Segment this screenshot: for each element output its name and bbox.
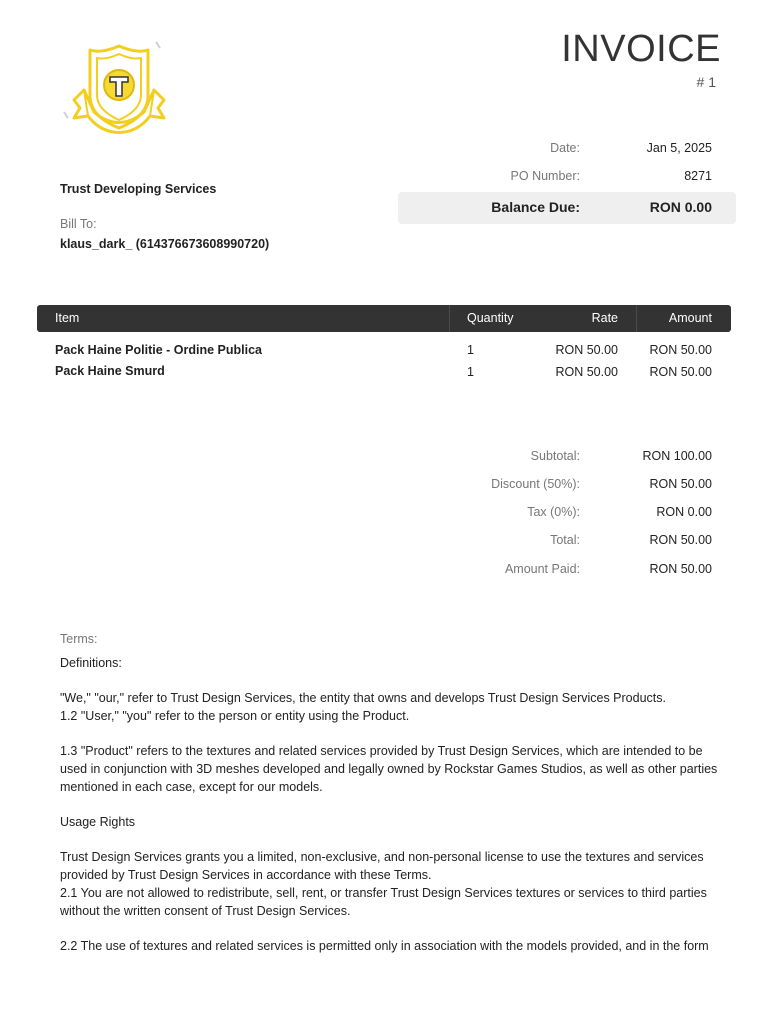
invoice-number: # 1 xyxy=(696,74,716,90)
tax-value: RON 0.00 xyxy=(656,505,712,519)
date-label: Date: xyxy=(550,141,580,155)
amount-paid-label: Amount Paid: xyxy=(504,562,580,576)
invoice-title: INVOICE xyxy=(561,28,721,70)
bill-to-value: klaus_dark_ (614376673608990720) xyxy=(60,237,270,251)
terms-paragraph: 1.3 "Product" refers to the textures and related services provided by Trust Design Services, which are intended to be used in conjunction with 3D meshes developed and legally owned by Rockstar Games Studios, as well as other parties mentioned in each case, except for our models. xyxy=(60,744,718,794)
terms-line: Trust Design Services grants you a limited, non-exclusive, and non-personal license to use the textures and services provided by Trust Design Services in accordance with these Terms. xyxy=(60,850,704,882)
terms-body xyxy=(60,654,720,972)
company-logo-icon xyxy=(60,38,178,148)
terms-line: "We," "our," refer to Trust Design Services, the entity that owns and develops Trust Design Services Products. xyxy=(60,691,666,705)
subtotal-label: Subtotal: xyxy=(530,449,580,463)
balance-due-value: RON 0.00 xyxy=(649,199,712,215)
terms-label: Terms: xyxy=(60,632,98,646)
po-number-label: PO Number: xyxy=(510,169,580,183)
items-table-header xyxy=(37,305,731,332)
row-rate: RON 50.00 xyxy=(555,343,618,357)
company-name: Trust Developing Services xyxy=(60,182,217,196)
row-item-name: Pack Haine Politie - Ordine Publica xyxy=(55,343,263,357)
row-rate: RON 50.00 xyxy=(555,365,618,379)
total-value: RON 50.00 xyxy=(649,533,712,547)
amount-paid-value: RON 50.00 xyxy=(649,562,712,576)
row-quantity: 1 xyxy=(467,343,474,357)
column-header-quantity: Quantity xyxy=(467,311,514,325)
discount-value: RON 50.00 xyxy=(649,477,712,491)
terms-paragraph: 2.2 The use of textures and related services is permitted only in association with the models provided, and in the form xyxy=(60,939,709,953)
terms-paragraph: Usage Rights xyxy=(60,815,136,829)
row-amount: RON 50.00 xyxy=(649,365,712,379)
tax-label: Tax (0%): xyxy=(527,505,580,519)
bill-to-label: Bill To: xyxy=(60,217,97,231)
column-header-amount: Amount xyxy=(668,311,712,325)
column-header-item: Item xyxy=(55,311,80,325)
date-value: Jan 5, 2025 xyxy=(646,141,712,155)
terms-paragraph: Definitions: xyxy=(60,656,122,670)
terms-paragraph xyxy=(60,689,720,725)
terms-line: 2.1 You are not allowed to redistribute, sell, rent, or transfer Trust Design Services textures or services to third parties without the written consent of Trust Design Services. xyxy=(60,886,707,918)
discount-label: Discount (50%): xyxy=(491,477,580,491)
po-number-value: 8271 xyxy=(684,169,712,183)
row-amount: RON 50.00 xyxy=(649,343,712,357)
subtotal-value: RON 100.00 xyxy=(642,449,712,463)
balance-due-label: Balance Due: xyxy=(491,199,580,215)
terms-paragraph xyxy=(60,848,720,920)
terms-line: 1.2 "User," "you" refer to the person or entity using the Product. xyxy=(60,709,410,723)
row-quantity: 1 xyxy=(467,365,474,379)
row-item-name: Pack Haine Smurd xyxy=(55,364,165,378)
header-divider xyxy=(449,305,450,332)
column-header-rate: Rate xyxy=(591,311,618,325)
header-divider xyxy=(636,305,637,332)
total-label: Total: xyxy=(550,533,580,547)
